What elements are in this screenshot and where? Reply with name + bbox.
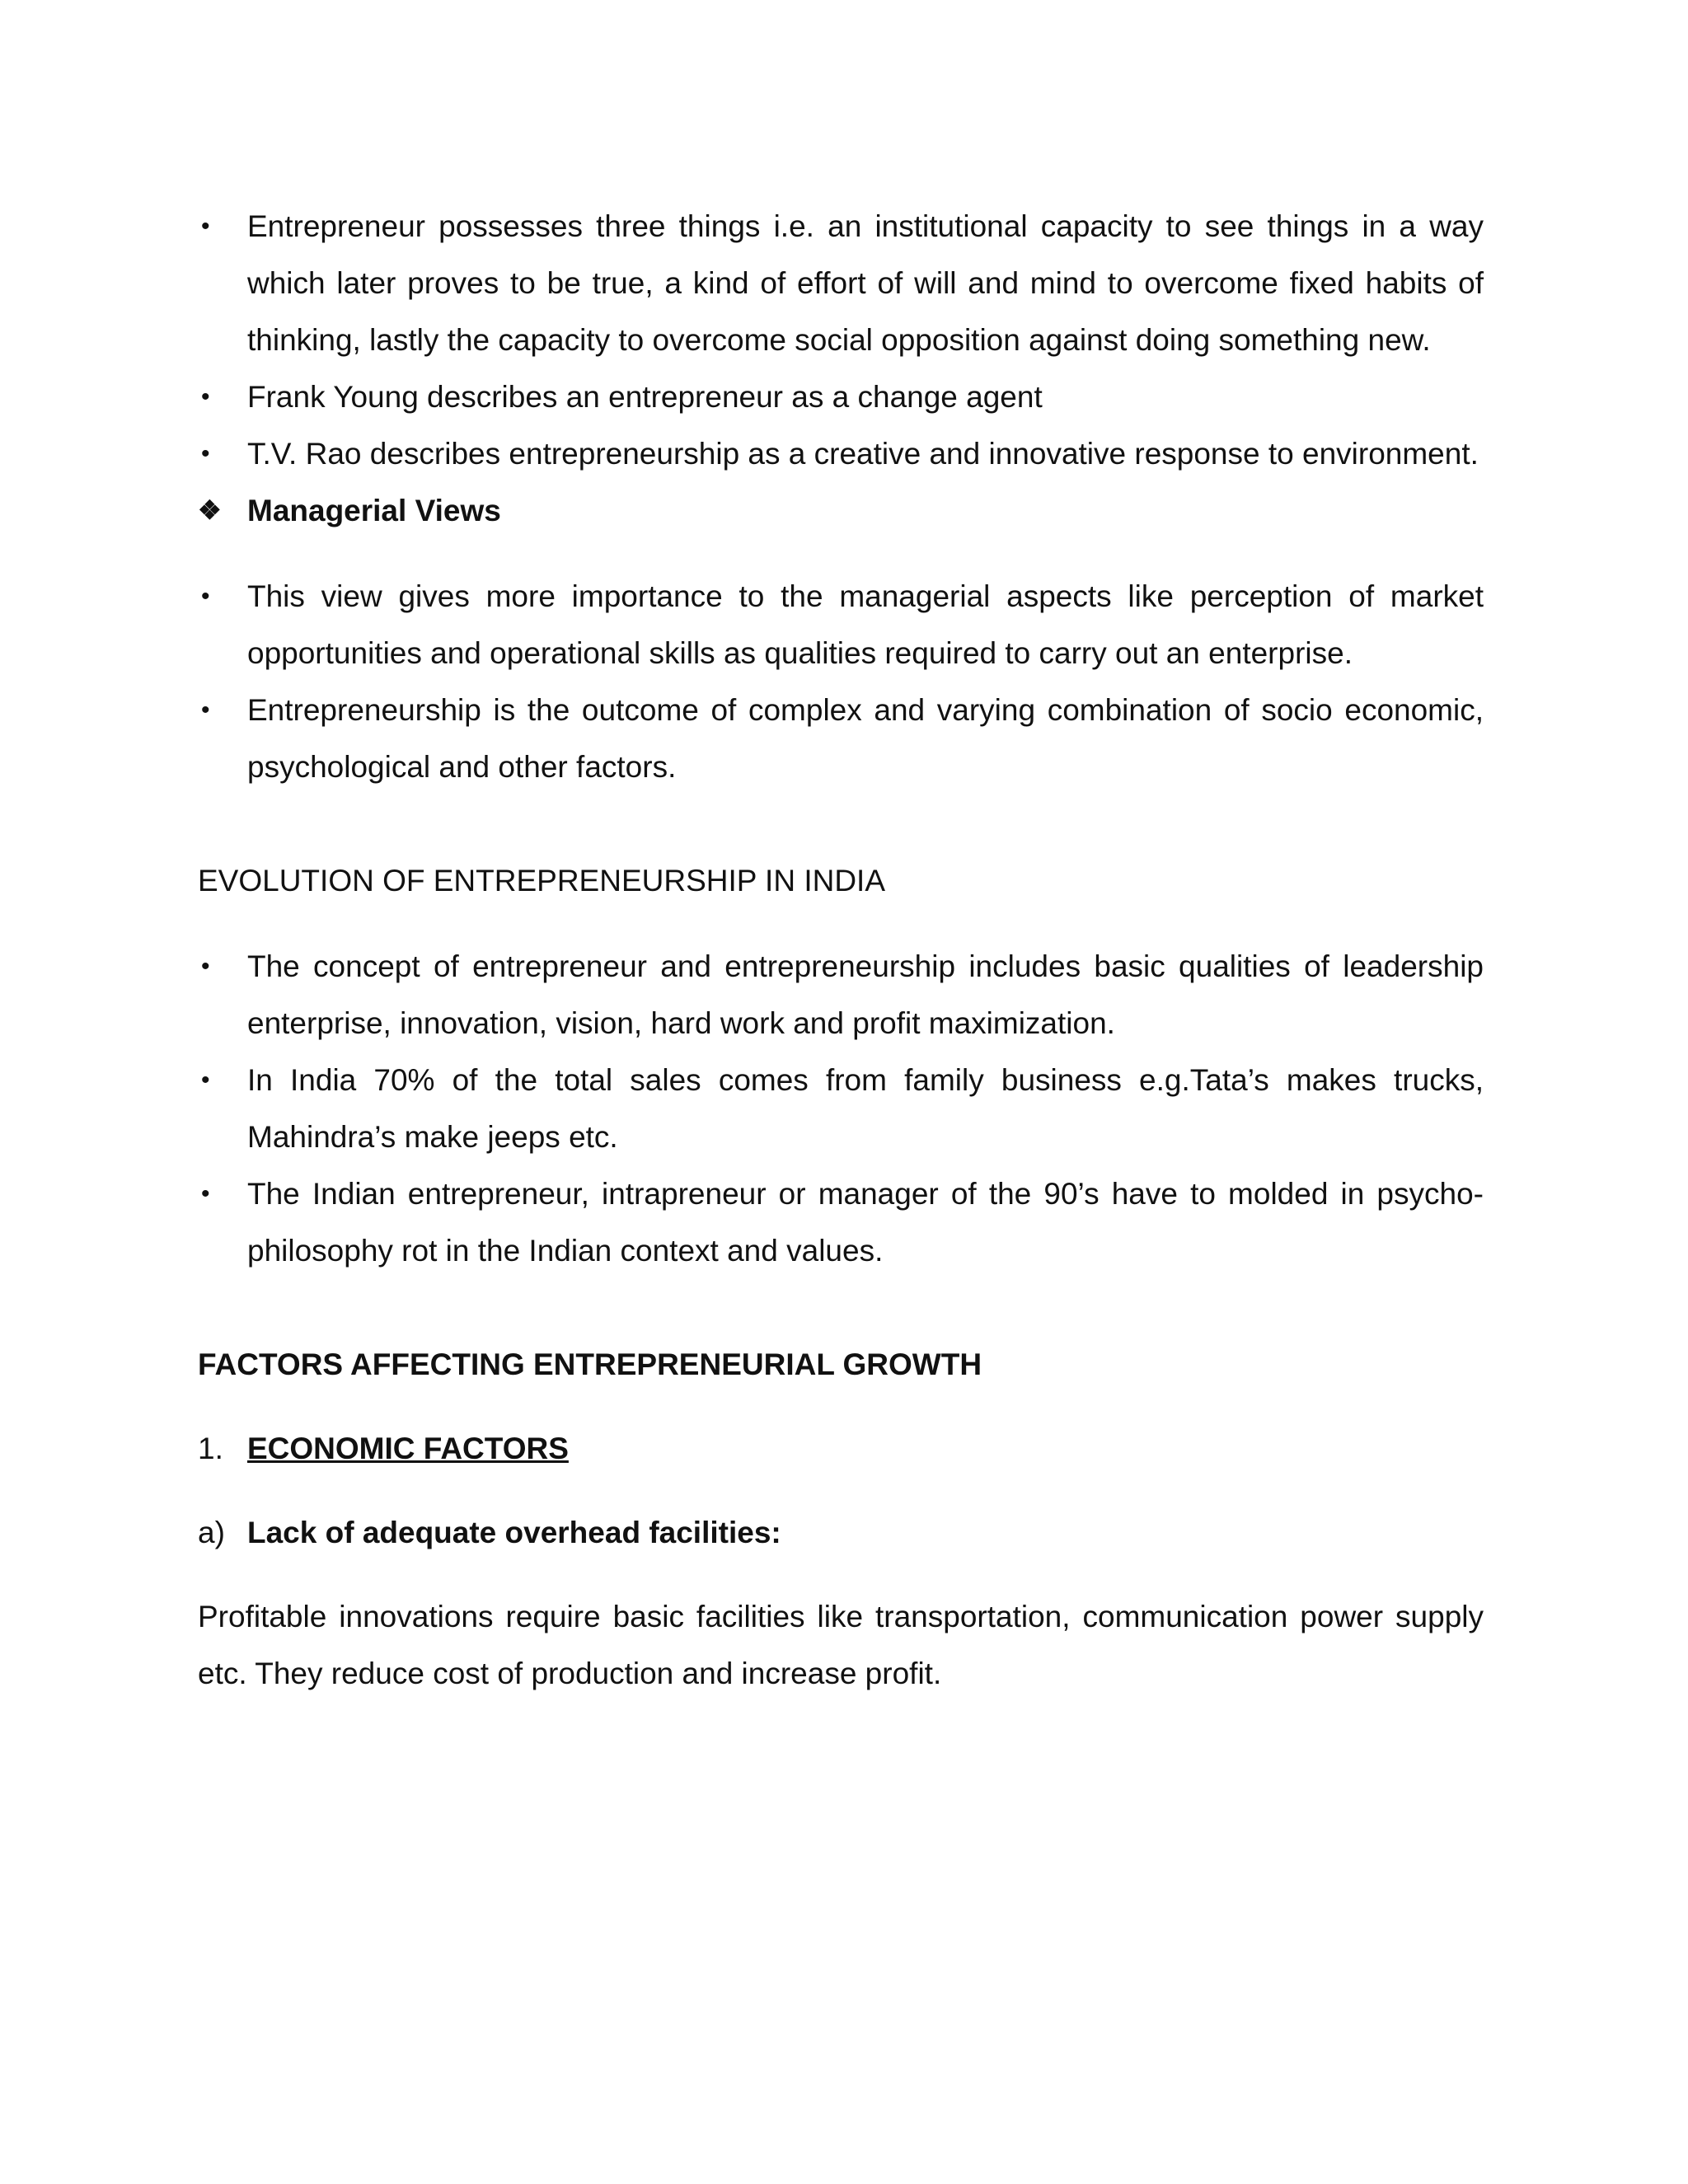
diamond-bullet-icon: ❖ [198, 495, 222, 525]
list-item [198, 568, 1484, 682]
intro-bullet-list [198, 198, 1484, 482]
bullet-icon: • [201, 383, 210, 410]
bullet-icon: • [201, 1066, 210, 1094]
bullet-text: The Indian entrepreneur, intrapreneur or manager of the 90’s have to molded in psycho-philosophy rot in the Indian context and values. [247, 1177, 1484, 1268]
bullet-icon: • [201, 213, 210, 240]
list-item [198, 368, 1484, 425]
list-item [198, 682, 1484, 795]
bullet-icon: • [201, 583, 210, 610]
managerial-bullet-list [198, 568, 1484, 795]
bullet-text: Entrepreneur possesses three things i.e. an institutional capacity to see things in a way which later proves to be true, a kind of effort of will and mind to overcome fixed habits of thinking, lastly the capacity to overcome social opposition against doing something new. [247, 209, 1484, 357]
list-letter: a) [198, 1516, 225, 1549]
document-page [198, 198, 1484, 1702]
bullet-text: In India 70% of the total sales comes from family business e.g.Tata’s makes trucks, Mahindra’s make jeeps etc. [247, 1063, 1484, 1154]
heading-text: ECONOMIC FACTORS [247, 1432, 569, 1465]
bullet-text: This view gives more importance to the managerial aspects like perception of market opportunities and operational skills as qualities required to carry out an enterprise. [247, 579, 1484, 670]
bullet-icon: • [201, 953, 210, 980]
bullet-icon: • [201, 1180, 210, 1207]
economic-factors-heading [198, 1420, 1484, 1477]
list-item [198, 1052, 1484, 1165]
bullet-text: The concept of entrepreneur and entrepreneurship includes basic qualities of leadership enterprise, innovation, vision, hard work and profit maximization. [247, 949, 1484, 1040]
factors-heading: FACTORS AFFECTING ENTREPRENEURIAL GROWTH [198, 1347, 982, 1381]
heading-text: Managerial Views [247, 494, 501, 527]
bullet-text: T.V. Rao describes entrepreneurship as a creative and innovative response to environment. [247, 437, 1479, 471]
bullet-icon: • [201, 440, 210, 467]
evolution-heading: EVOLUTION OF ENTREPRENEURSHIP IN INDIA [198, 864, 885, 898]
bullet-icon: • [201, 696, 210, 724]
list-item [198, 198, 1484, 368]
list-number: 1. [198, 1432, 223, 1465]
heading-text: Lack of adequate overhead facilities: [247, 1516, 781, 1549]
list-item [198, 425, 1484, 482]
managerial-views-heading [198, 482, 1484, 539]
bullet-text: Entrepreneurship is the outcome of complex and varying combination of socio economic, psychological and other factors. [247, 693, 1484, 784]
evolution-bullet-list [198, 938, 1484, 1279]
list-item [198, 1165, 1484, 1279]
body-paragraph: Profitable innovations require basic facilities like transportation, communication power supply etc. They reduce cost of production and increase profit. [198, 1600, 1484, 1690]
list-item [198, 938, 1484, 1052]
bullet-text: Frank Young describes an entrepreneur as a change agent [247, 380, 1043, 414]
overhead-facilities-heading [198, 1504, 1484, 1561]
